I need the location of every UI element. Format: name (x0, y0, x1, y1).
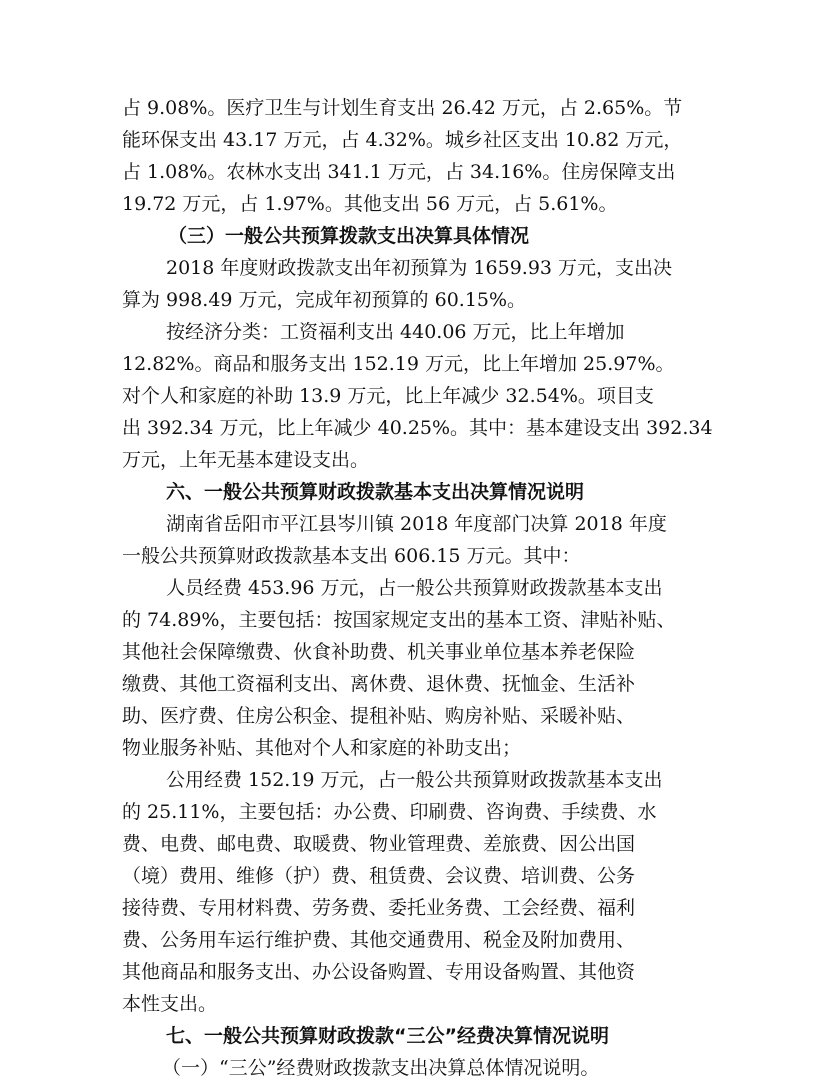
body-text-line: 接待费、专用材料费、劳务费、委托业务费、工会经费、福利 (122, 897, 636, 919)
body-text-line: 2018 年度财政拨款支出年初预算为 1659.93 万元，支出决 (166, 257, 673, 279)
body-text-line: 一般公共预算财政拨款基本支出 606.15 万元。其中： (122, 545, 581, 567)
body-text-line: 助、医疗费、住房公积金、提租补贴、购房补贴、采暖补贴、 (122, 705, 636, 727)
section-heading: （三）一般公共预算拨款支出决算具体情况 (168, 225, 530, 247)
body-text-line: 的 25.11%，主要包括：办公费、印刷费、咨询费、手续费、水 (122, 801, 657, 823)
body-text-line: 费、公务用车运行维护费、其他交通费用、税金及附加费用、 (122, 929, 636, 951)
body-text-line: 缴费、其他工资福利支出、离休费、退休费、抚恤金、生活补 (122, 673, 636, 695)
body-text-line: 费、电费、邮电费、取暖费、物业管理费、差旅费、因公出国 (122, 833, 636, 855)
body-text-line: 12.82%。商品和服务支出 152.19 万元，比上年增加 25.97%。 (122, 353, 675, 375)
section-heading: 七、一般公共预算财政拨款“三公”经费决算情况说明 (166, 1025, 609, 1047)
body-text-line: 按经济分类：工资福利支出 440.06 万元，比上年增加 (166, 321, 625, 343)
body-text-line: 万元，上年无基本建设支出。 (122, 449, 370, 471)
body-text-line: 其他社会保障缴费、伙食补助费、机关事业单位基本养老保险 (122, 641, 636, 663)
body-text-line: 物业服务补贴、其他对个人和家庭的补助支出； (122, 737, 522, 759)
body-text-line: 占 9.08%。医疗卫生与计划生育支出 26.42 万元，占 2.65%。节 (122, 97, 683, 119)
body-text-line: 湖南省岳阳市平江县岑川镇 2018 年度部门决算 2018 年度 (166, 513, 667, 535)
body-text-line: 人员经费 453.96 万元，占一般公共预算财政拨款基本支出 (166, 577, 663, 599)
body-text-line: 能环保支出 43.17 万元，占 4.32%。城乡社区支出 10.82 万元， (122, 129, 683, 151)
body-text-line: 其他商品和服务支出、办公设备购置、专用设备购置、其他资 (122, 961, 636, 983)
body-text-line: 公用经费 152.19 万元，占一般公共预算财政拨款基本支出 (166, 769, 663, 791)
section-heading: 六、一般公共预算财政拨款基本支出决算情况说明 (166, 481, 585, 503)
body-text-line: 对个人和家庭的补助 13.9 万元，比上年减少 32.54%。项目支 (122, 385, 654, 407)
body-text-line: 的 74.89%，主要包括：按国家规定支出的基本工资、津贴补贴、 (122, 609, 676, 631)
body-text-line: 19.72 万元，占 1.97%。其他支出 56 万元，占 5.61%。 (122, 193, 618, 215)
body-text-line: 本性支出。 (122, 993, 218, 1015)
body-text-line: （一）“三公”经费财政拨款支出决算总体情况说明。 (162, 1057, 600, 1079)
body-text-line: 出 392.34 万元，比上年减少 40.25%。其中：基本建设支出 392.34 (122, 417, 713, 439)
body-text-line: （境）费用、维修（护）费、租赁费、会议费、培训费、公务 (122, 865, 636, 887)
body-text-line: 算为 998.49 万元，完成年初预算的 60.15%。 (122, 289, 527, 311)
body-text-line: 占 1.08%。农林水支出 341.1 万元，占 34.16%。住房保障支出 (122, 161, 676, 183)
